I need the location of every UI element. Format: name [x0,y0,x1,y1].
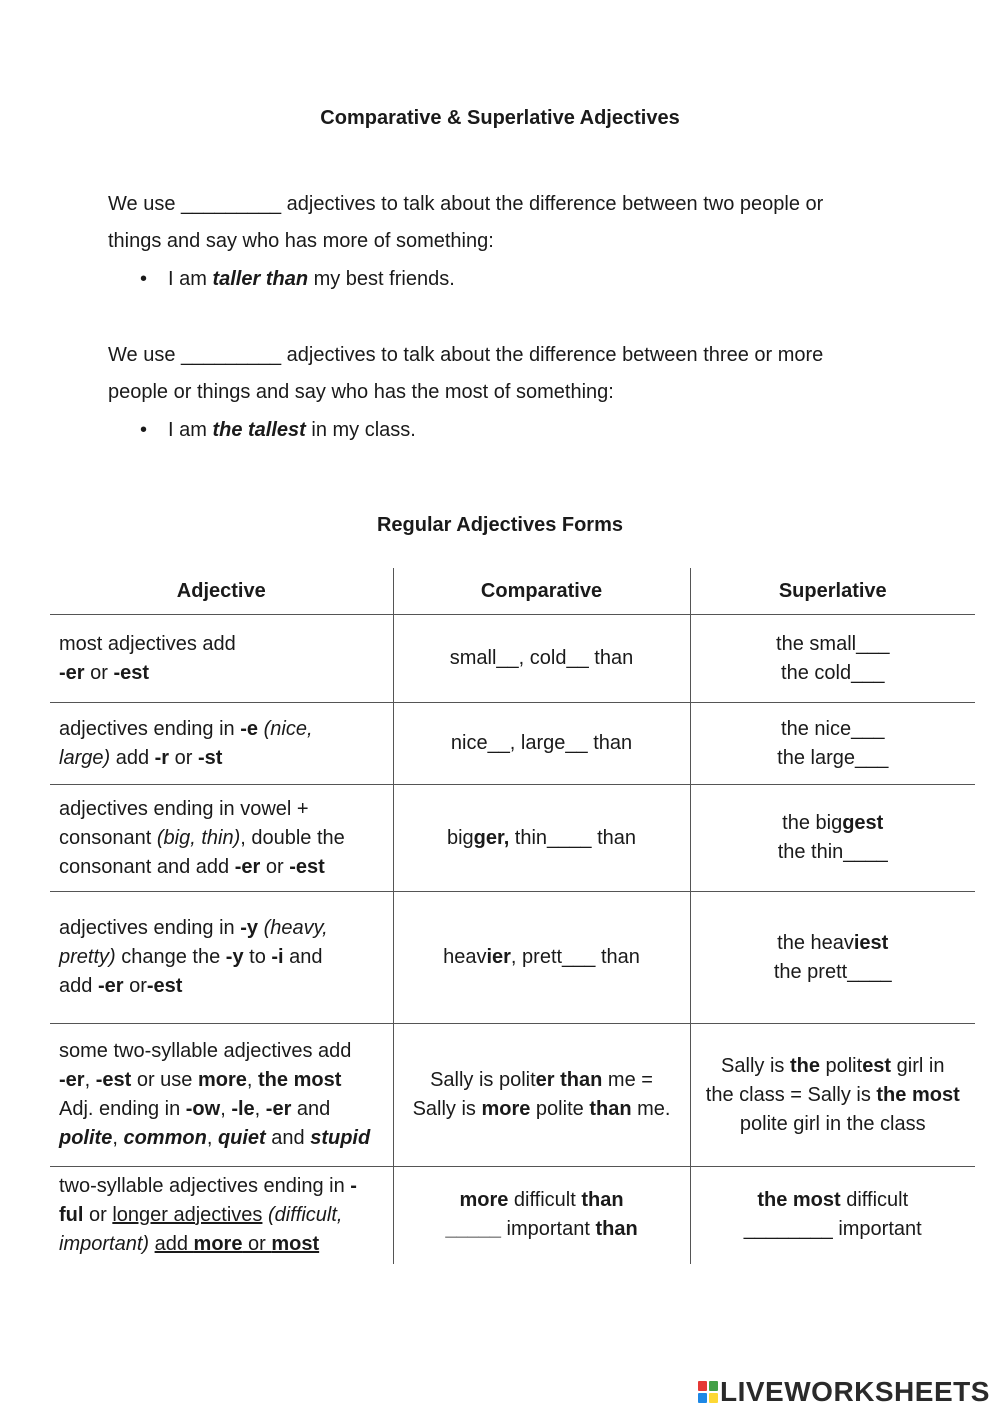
cell-text: -er [97,975,124,997]
table-title: Regular Adjectives Forms [376,514,623,536]
cell-text: quiet [217,1127,266,1149]
cell-text: girl in [891,1054,945,1077]
cell-text: -er [59,1069,85,1091]
comparative-definition-line1: We use _________ adjectives to talk about the difference between two people or [108,193,824,215]
cell-text: ger, [473,826,510,849]
cell-text: adjectives ending in [59,717,241,740]
comparative-cell [393,703,690,785]
cell-text: add [59,975,98,997]
cell-text: add [154,1232,194,1255]
cell-text: or [242,1232,272,1255]
cell-text: me = [602,1069,653,1091]
cell-text: difficult [508,1189,582,1212]
cell-text: , [112,1127,124,1149]
cell-text: -er [265,1098,292,1120]
header-superlative: Superlative [690,568,975,615]
cell-text: or [169,746,198,769]
example-post: my best friends. [308,268,455,290]
cell-text: stupid [310,1127,371,1149]
superlative-cell [690,785,975,892]
cell-text: -est [95,1069,132,1091]
comparative-cell [393,892,690,1024]
comparative-cell [393,785,690,892]
cell-text: the small___ [776,632,890,655]
cell-text: important) [59,1232,150,1255]
cell-text: -i [271,946,284,968]
adjective-cell [50,1024,393,1167]
page-title: Comparative & Superlative Adjectives [320,107,680,129]
cell-text: the most [757,1189,841,1212]
cell-text: the nice___ [781,717,885,740]
cell-text: -st [197,746,223,769]
cell-text: consonant [59,826,157,849]
cell-text: gest [842,812,884,834]
superlative-cell [690,615,975,703]
cell-text: -er [59,661,85,684]
cell-text: than [589,1098,632,1120]
cell-text: Adj. ending in [59,1098,186,1120]
cell-text: ier [486,946,511,968]
cell-text: or [84,661,114,684]
cell-text: nice__, large__ than [450,732,633,754]
adjective-cell [50,1167,393,1264]
logo-mark-icon [698,1381,718,1403]
cell-text: or [260,855,290,878]
cell-text: and [265,1127,311,1149]
comparative-definition [108,186,908,260]
adjective-forms-table [50,568,975,1264]
cell-text: ________ important [743,1218,922,1241]
cell-text: than [581,1189,624,1212]
cell-text: (nice, [258,717,313,740]
cell-text: difficult [840,1189,909,1212]
table-row [50,615,975,703]
comparative-cell [393,615,690,703]
cell-text: most adjectives add [59,632,236,655]
superlative-cell [690,892,975,1024]
cell-text: (big, thin) [156,826,241,849]
cell-text: the large___ [777,746,889,769]
cell-text: , double the [240,826,345,849]
cell-text: common [123,1127,207,1149]
cell-text: -est [113,661,150,684]
cell-text: , [220,1098,232,1120]
cell-text: the class = Sally is [705,1083,877,1106]
cell-text: , [246,1069,259,1091]
table-row [50,892,975,1024]
cell-text: thin____ than [509,826,637,849]
cell-text: -ow [185,1098,221,1120]
cell-text: iest [853,931,889,954]
cell-text: or [123,975,147,997]
cell-text: polite [59,1127,113,1149]
cell-text: the most [258,1069,342,1091]
cell-text: add [110,746,155,769]
logo-text: LIVEWORKSHEETS [720,1376,990,1407]
cell-text: large) [59,746,111,769]
cell-text: consonant and add [59,855,235,878]
cell-text: , [206,1127,218,1149]
cell-text: the [789,1054,820,1077]
cell-text: est [862,1054,892,1077]
cell-text: adjectives ending in vowel + [59,797,309,820]
cell-text: the cold___ [781,661,885,684]
cell-text: longer adjectives [112,1203,263,1226]
table-row [50,785,975,892]
superlative-cell [690,703,975,785]
adjective-cell [50,703,393,785]
cell-text: more [459,1189,509,1212]
superlative-definition-line1: We use _________ adjectives to talk about the difference between three or more [108,344,824,366]
cell-text: -le [231,1098,255,1120]
cell-text: the most [876,1083,960,1106]
cell-text: -est [146,975,183,997]
cell-text: important [500,1218,596,1241]
table-row [50,1024,975,1167]
cell-text: the big [782,812,843,834]
superlative-definition-line2: people or things and say who has the most of something: [108,381,614,403]
cell-text: Sally is [412,1098,482,1120]
cell-text: - [350,1174,357,1197]
cell-text: most [271,1232,320,1255]
comparative-definition-line2: things and say who has more of something: [108,230,494,252]
liveworksheets-logo [698,1376,990,1408]
cell-text: heav [443,946,487,968]
cell-text: and [283,946,323,968]
cell-text: -est [289,855,325,878]
cell-text: change the [115,946,226,968]
cell-text: (difficult, [262,1203,343,1226]
cell-text: polite [530,1098,590,1120]
cell-text: more [481,1098,531,1120]
cell-text: me. [631,1098,671,1120]
adjective-cell [50,892,393,1024]
cell-text: the heav [777,931,854,954]
cell-text: (heavy, [258,917,328,939]
cell-text: , [84,1069,96,1091]
example-pre: I am [168,419,213,441]
cell-text: _____ [445,1218,501,1241]
cell-text: -er [234,855,261,878]
cell-text: and [291,1098,331,1120]
cell-text: -y [225,946,244,968]
header-adjective: Adjective [50,568,393,615]
superlative-definition [108,337,908,411]
table-header-row [50,568,975,615]
cell-text: , [254,1098,266,1120]
cell-text: to [243,946,272,968]
cell-text: pretty) [59,946,116,968]
cell-text: polit [819,1054,863,1077]
adjective-cell [50,615,393,703]
cell-text: more [193,1232,243,1255]
cell-text: polite girl in the class [739,1112,926,1135]
cell-text: -r [154,746,170,769]
cell-text: ful [59,1203,84,1226]
comparative-cell [393,1167,690,1264]
cell-text: two-syllable adjectives ending in [59,1174,351,1197]
cell-text: Sally is polit [430,1069,536,1091]
cell-text: er than [535,1069,603,1091]
superlative-cell [690,1167,975,1264]
table-row [50,1167,975,1264]
cell-text: adjectives ending in [59,917,241,939]
cell-text: Sally is [721,1054,790,1077]
cell-text: more [197,1069,247,1091]
cell-text: than [595,1218,638,1241]
cell-text: -y [240,917,259,939]
cell-text: big [446,826,474,849]
cell-text: or [83,1203,113,1226]
table-row [50,703,975,785]
header-comparative: Comparative [393,568,690,615]
adjective-cell [50,785,393,892]
cell-text: the prett____ [773,960,892,983]
cell-text: the thin____ [777,841,888,863]
comparative-cell [393,1024,690,1167]
cell-text: -e [240,717,259,740]
example-pre: I am [168,268,213,290]
superlative-cell [690,1024,975,1167]
bullet-icon: • [140,419,148,441]
cell-text: small__, cold__ than [449,647,634,669]
cell-text: or use [131,1069,198,1091]
bullet-icon: • [140,268,148,290]
superlative-example [140,419,416,442]
example-emphasis: the tallest [212,419,306,441]
example-emphasis: taller than [212,268,309,290]
cell-text: some two-syllable adjectives add [59,1040,352,1062]
cell-text: , prett___ than [510,946,640,968]
comparative-example [140,268,455,291]
example-post: in my class. [305,419,416,441]
